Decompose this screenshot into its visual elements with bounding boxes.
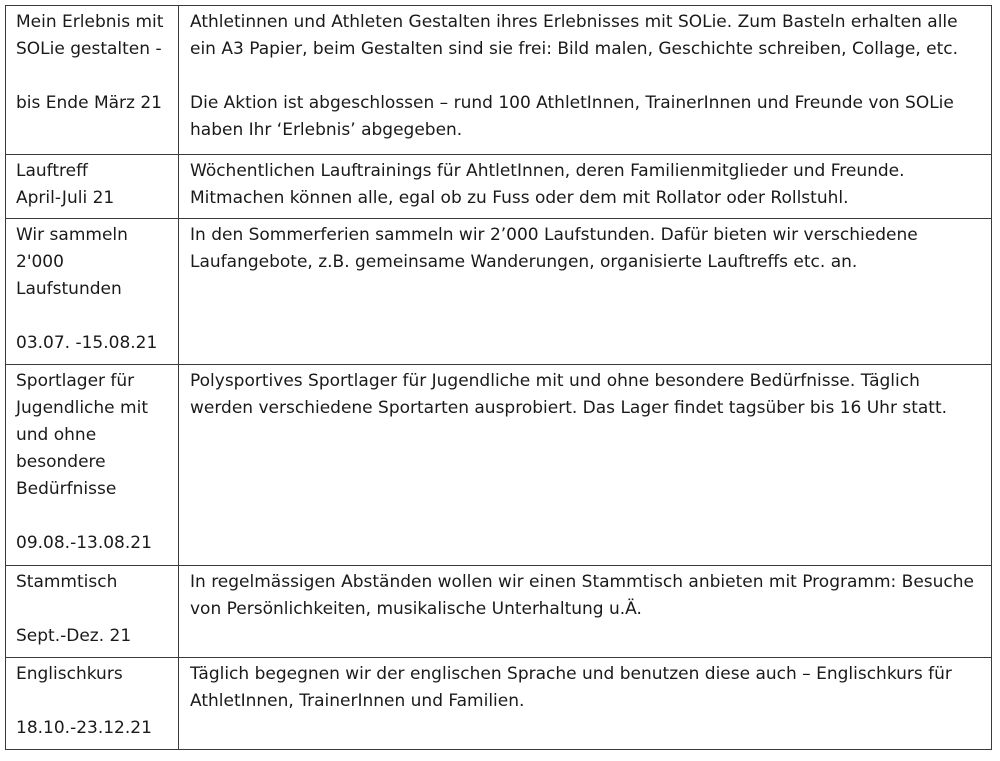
event-title-cell: Wir sammeln 2'000 Laufstunden 03.07. -15.08.21 (6, 219, 179, 365)
table-row (6, 6, 992, 155)
event-description-cell: Polysportives Sportlager für Jugendliche mit und ohne besondere Bedürfnisse. Täglich werden verschiedene Sportarten ausprobiert. Das Lager findet tagsüber bis 16 Uhr statt. (179, 365, 992, 566)
table-row (6, 566, 992, 658)
event-description-cell: In regelmässigen Abständen wollen wir einen Stammtisch anbieten mit Programm: Besuche von Persönlichkeiten, musikalische Unterhaltung u.Ä. (179, 566, 992, 658)
table-row (6, 365, 992, 566)
table-row (6, 658, 992, 750)
event-title-cell: Lauftreff April-Juli 21 (6, 155, 179, 219)
event-program-table (5, 5, 992, 750)
event-description-cell: Täglich begegnen wir der englischen Sprache und benutzen diese auch – Englischkurs für AthletInnen, TrainerInnen und Familien. (179, 658, 992, 750)
event-title-cell: Englischkurs 18.10.-23.12.21 (6, 658, 179, 750)
event-description-cell: In den Sommerferien sammeln wir 2’000 Laufstunden. Dafür bieten wir verschiedene Laufangebote, z.B. gemeinsame Wanderungen, organisierte Lauftreffs etc. an. (179, 219, 992, 365)
event-title-cell: Stammtisch Sept.-Dez. 21 (6, 566, 179, 658)
event-title-cell: Sportlager für Jugendliche mit und ohne besondere Bedürfnisse 09.08.-13.08.21 (6, 365, 179, 566)
table-row (6, 155, 992, 219)
table-row (6, 219, 992, 365)
event-program-document (5, 5, 995, 750)
event-description-cell: Athletinnen und Athleten Gestalten ihres Erlebnisses mit SOLie. Zum Basteln erhalten alle ein A3 Papier, beim Gestalten sind sie frei: Bild malen, Geschichte schreiben, Collage, etc. Die Aktion ist abgeschlossen – rund 100 AthletInnen, TrainerInnen und Freunde von SOLie haben Ihr ‘Erlebnis’ abgegeben. (179, 6, 992, 155)
event-title-cell: Mein Erlebnis mit SOLie gestalten - bis Ende März 21 (6, 6, 179, 155)
event-description-cell: Wöchentlichen Lauftrainings für AhtletInnen, deren Familienmitglieder und Freunde. Mitmachen können alle, egal ob zu Fuss oder dem mit Rollator oder Rollstuhl. (179, 155, 992, 219)
